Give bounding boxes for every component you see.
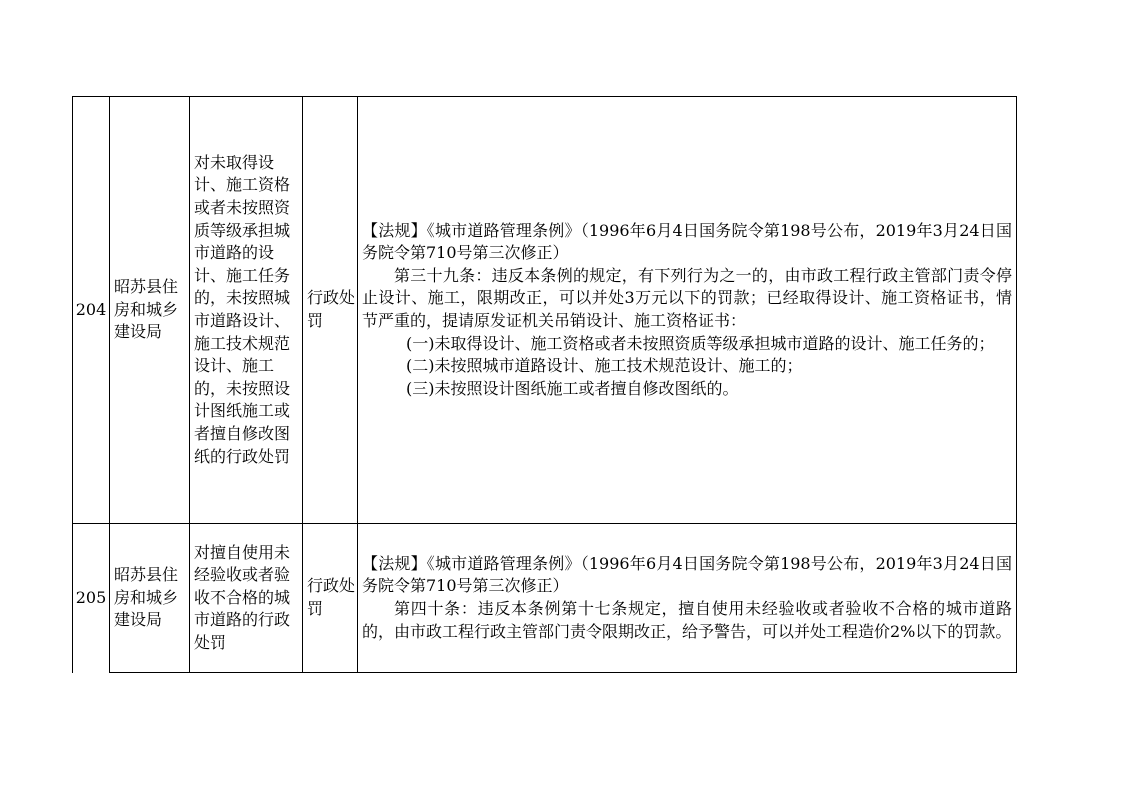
basis-source: 【法规】《城市道路管理条例》（1996年6月4日国务院令第198号公布，2019年3月24日国务院令第710号第三次修正）: [362, 220, 1012, 263]
basis-article: 第四十条：违反本条例第十七条规定，擅自使用未经验收或者验收不合格的城市道路的，由市政工程行政主管部门责令限期改正，给予警告，可以并处工程造价2%以下的罚款。: [362, 599, 1012, 641]
row-number: 205: [73, 524, 110, 673]
penalty-item-cell: 对擅自使用未经验收或者验收不合格的城市道路的行政处罚: [190, 524, 303, 673]
basis-clause: (一)未取得设计、施工资格或者未按照资质等级承担城市道路的设计、施工任务的；: [406, 333, 995, 353]
department-cell: 昭苏县住房和城乡建设局: [110, 524, 190, 673]
power-type-cell: 行政处罚: [303, 97, 358, 524]
basis-article: 第三十九条：违反本条例的规定，有下列行为之一的，由市政工程行政主管部门责令停止设计、施工，限期改正，可以并处3万元以下的罚款；已经取得设计、施工资格证书，情节严重的，提请原发证机关吊销设计、施工资格证书：: [362, 265, 1012, 330]
table-row: [73, 524, 1017, 673]
basis-source: 【法规】《城市道路管理条例》（1996年6月4日国务院令第198号公布，2019年3月24日国务院令第710号第三次修正）: [362, 553, 1012, 596]
legal-basis-cell: [358, 524, 1017, 673]
table-row: [73, 97, 1017, 524]
legal-basis-cell: [358, 97, 1017, 524]
row-number: 204: [73, 97, 110, 524]
department-cell: 昭苏县住房和城乡建设局: [110, 97, 190, 524]
basis-clause: (三)未按照设计图纸施工或者擅自修改图纸的。: [406, 378, 739, 398]
basis-clause: (二)未按照城市道路设计、施工技术规范设计、施工的；: [406, 356, 803, 376]
penalty-item-cell: 对未取得设计、施工资格或者未按照资质等级承担城市道路的设计、施工任务的，未按照城市道路设计、施工技术规范设计、施工的，未按照设计图纸施工或者擅自修改图纸的行政处罚: [190, 97, 303, 524]
penalty-table: [72, 96, 1017, 673]
power-type-cell: 行政处罚: [303, 524, 358, 673]
